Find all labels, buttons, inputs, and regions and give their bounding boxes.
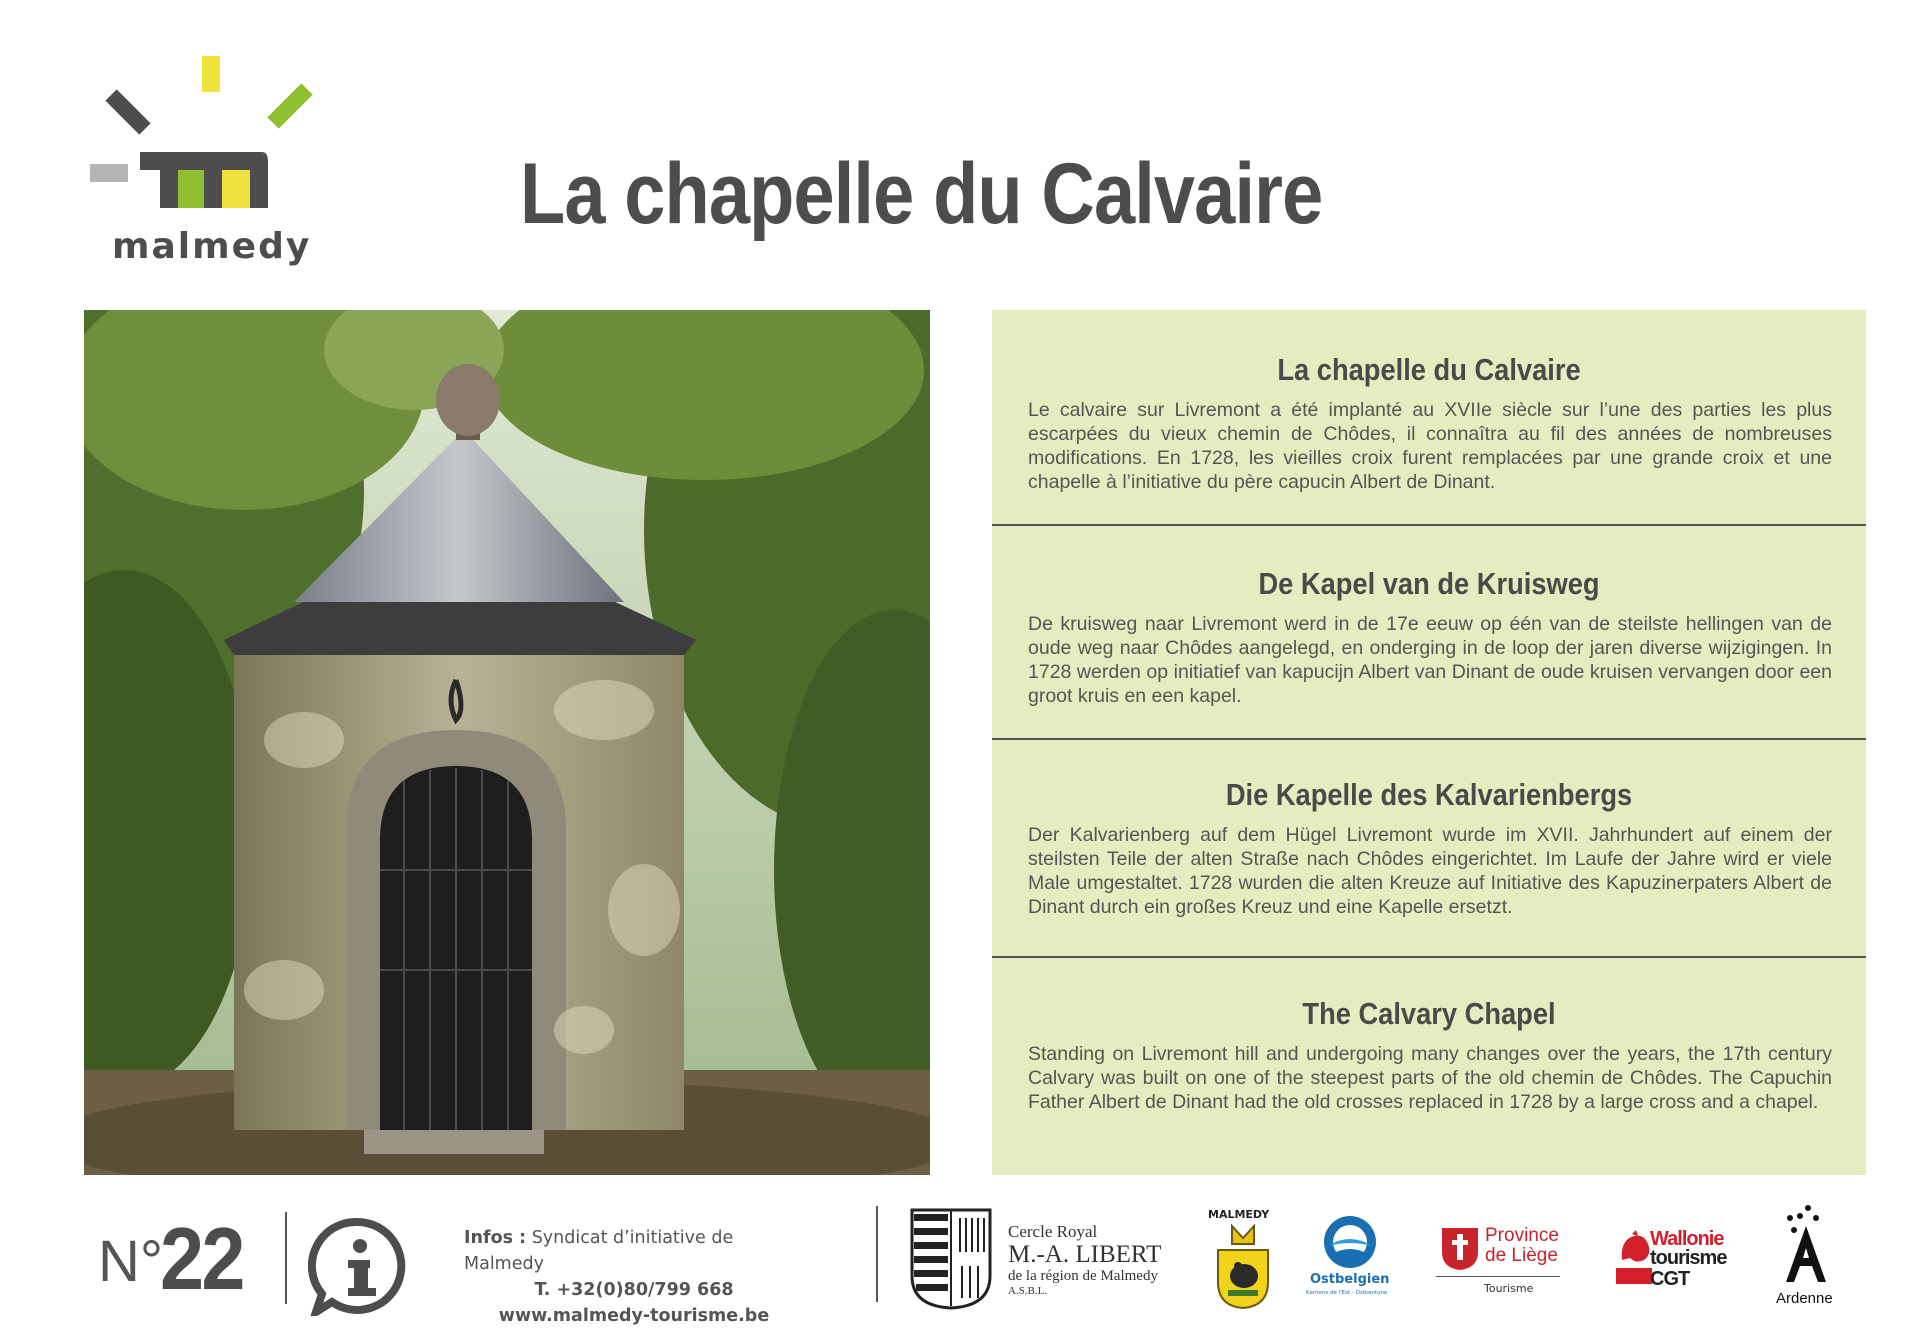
page-title: La chapelle du Calvaire [520, 146, 1323, 242]
section-heading: The Calvary Chapel [1302, 996, 1556, 1031]
province-line: Province [1485, 1225, 1559, 1246]
wallonie-tourisme-text [1650, 1230, 1726, 1290]
number-label: N° [98, 1229, 164, 1294]
section-french [992, 352, 1866, 494]
logo-wordmark: malmedy [112, 226, 312, 267]
section-divider [992, 524, 1866, 526]
phone-number[interactable]: T. +32(0)80/799 668 [534, 1280, 734, 1300]
panel-number: 22 [160, 1209, 243, 1308]
province-tourisme: Tourisme [1484, 1282, 1534, 1295]
infos-org: Syndicat d’initiative de Malmedy [464, 1228, 734, 1274]
ostbelgien-sub: Kantons de l'Est - Ostkantone [1306, 1290, 1388, 1296]
section-dutch [992, 566, 1866, 708]
footer-separator [876, 1206, 878, 1302]
province-liege-icon [1440, 1226, 1480, 1272]
contact-info [464, 1225, 804, 1329]
cercle-shield-logo [908, 1206, 994, 1310]
wallonie-line: CGT [1650, 1268, 1690, 1290]
section-heading: De Kapel van de Kruisweg [1258, 566, 1600, 601]
section-heading: Die Kapelle des Kalvarienbergs [1225, 777, 1633, 812]
wallonie-line: Wallonie [1650, 1228, 1724, 1250]
section-body: Der Kalvarienberg auf dem Hügel Livremont wurde im XVII. Jahrhundert auf einem der steilsten Teile der alten Straße nach Chôdes eingerichtet. Im Laufe der Jahre wird er viele Male umgestaltet. 1728 wurden die alten Kreuze auf Initiative des Kapuzinerpaters Albert de Dinant durch ein großes Kreuz und eine Kapelle ersetzt. [1028, 824, 1832, 918]
footer-separator [285, 1212, 287, 1304]
section-body: De kruisweg naar Livremont werd in de 17e eeuw op één van de steilste hellingen van de oude weg naar Chôdes aangelegd, en onderging in de loop der jaren diverse wijzigingen. In 1728 werden op initiatief van kapucijn Albert van Dinant de oude kruisen vervangen door een groot kruis en een kapel. [1028, 613, 1832, 707]
cercle-line: de la région de Malmedy [1008, 1268, 1158, 1284]
ardenne-label: Ardenne [1776, 1290, 1833, 1307]
chapel-photo [84, 310, 930, 1175]
infos-label: Infos : [464, 1228, 527, 1248]
cercle-line: M.-A. LIBERT [1008, 1241, 1162, 1268]
malmedy-crest-label: MALMEDY [1208, 1208, 1270, 1221]
section-english [992, 996, 1866, 1114]
malmedy-crest-logo [1214, 1224, 1272, 1310]
text-panel [992, 310, 1866, 1175]
section-divider [992, 956, 1866, 958]
province-liege-text [1485, 1226, 1559, 1266]
ostbelgien-name: Ostbelgien [1310, 1272, 1390, 1287]
info-icon [308, 1216, 408, 1316]
province-divider [1436, 1276, 1560, 1277]
section-heading: La chapelle du Calvaire [1277, 352, 1581, 387]
website-link[interactable]: www.malmedy-tourisme.be [498, 1306, 770, 1326]
wallonie-rooster-icon [1614, 1230, 1654, 1286]
cercle-line: A.S.B.L. [1008, 1285, 1048, 1297]
cercle-line: Cercle Royal [1008, 1222, 1098, 1241]
section-divider [992, 738, 1866, 740]
province-line: de Liège [1485, 1245, 1558, 1266]
wallonie-line: tourisme [1650, 1247, 1727, 1269]
section-german [992, 777, 1866, 919]
ostbelgien-logo [1318, 1214, 1382, 1270]
section-body: Le calvaire sur Livremont a été implanté au XVIIe siècle sur l’une des parties les plus escarpées du vieux chemin de Chôdes, il connaîtra au fil des années de nombreuses modifications. En 1728, les vieilles croix furent remplacées par une grande croix et une chapelle à l’initiative du père capucin Albert de Dinant. [1028, 399, 1832, 493]
ardenne-logo [1778, 1204, 1834, 1286]
section-body: Standing on Livremont hill and undergoing many changes over the years, the 17th century Calvary was built on one of the steepest parts of the old chemin de Chôdes. The Capuchin Father Albert de Dinant had the old crosses replaced in 1728 by a large cross and a chapel. [1028, 1043, 1832, 1113]
cercle-royal-text [1008, 1222, 1161, 1297]
